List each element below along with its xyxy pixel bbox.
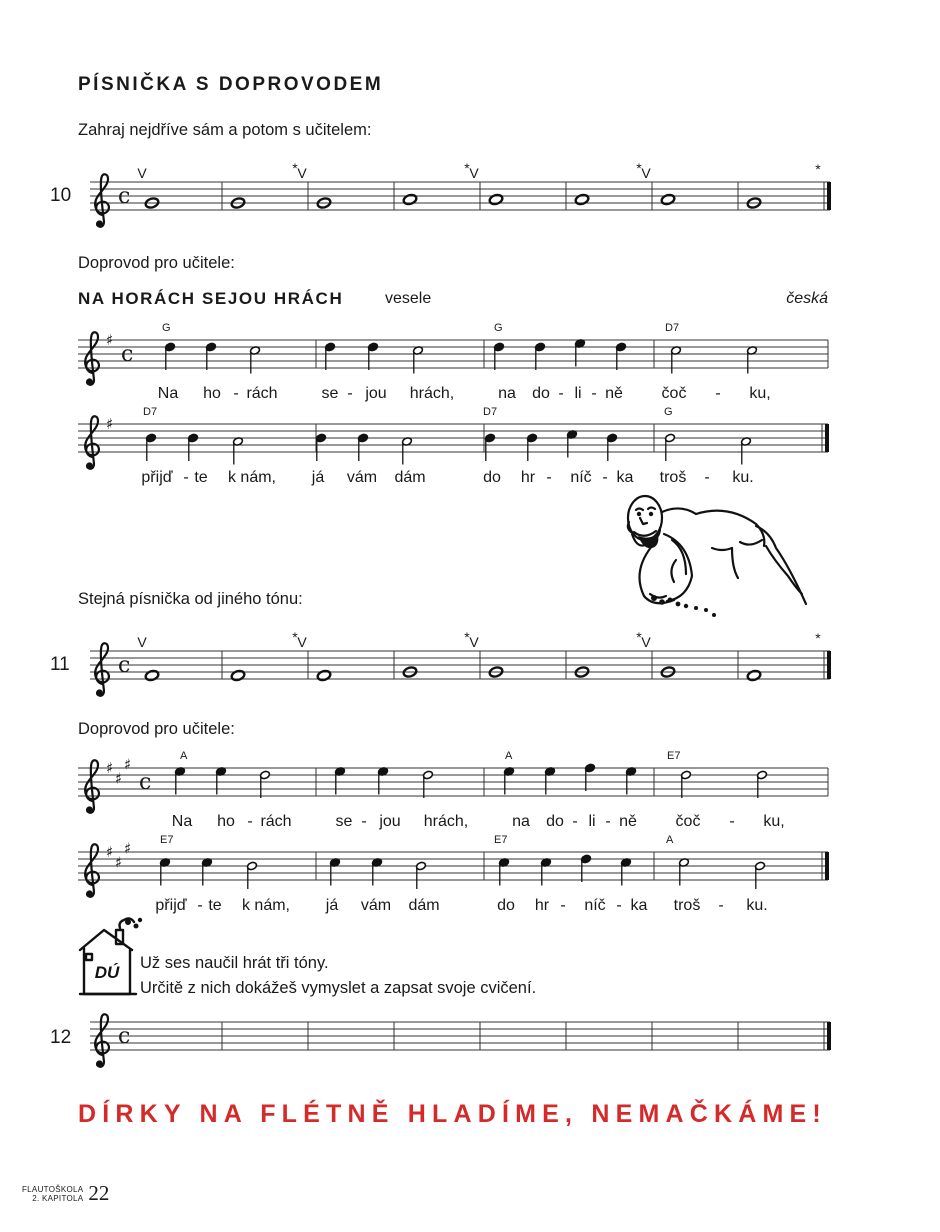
common-time-icon: c [118, 653, 131, 678]
lyric-syllable: - [715, 385, 721, 402]
lyric-syllable: ku. [746, 897, 768, 914]
whole-note [230, 669, 245, 681]
lyric-syllable: Na [157, 385, 179, 402]
flute-slogan: DÍRKY NA FLÉTNĚ HLADÍME, NEMAČKÁME! [78, 1100, 827, 1128]
lyric-syllable: níč [584, 897, 606, 914]
lyric-syllable: já [325, 897, 339, 914]
chord-symbol: G [494, 322, 503, 334]
lyric-syllable: na [512, 813, 530, 830]
song-g-line-1-staff [0, 318, 940, 408]
breath-mark: V [297, 634, 307, 650]
lyric-syllable: - [718, 897, 724, 914]
sharp-icon: ♯ [106, 843, 114, 861]
song-origin: česká [786, 290, 828, 307]
accent-mark: * [815, 630, 821, 646]
breath-mark: V [137, 634, 147, 650]
lyric-syllable: troš [659, 469, 687, 486]
lyric-syllable: - [347, 385, 353, 402]
sower-illustration [612, 490, 827, 625]
accent-mark: * [292, 629, 298, 645]
breath-mark: V [137, 165, 147, 181]
song-a-line-1-staff [0, 746, 940, 836]
breath-mark: V [469, 165, 479, 181]
lyric-syllable: jou [379, 813, 401, 830]
whole-note [574, 193, 589, 205]
lyric-syllable: níč [570, 469, 592, 486]
lyric-syllable: se [321, 385, 339, 402]
footer-chapter: 2. KAPITOLA [32, 1193, 84, 1203]
accent-mark: * [292, 160, 298, 176]
lyric-syllable: do [483, 469, 501, 486]
lyric-syllable: přijď [141, 469, 173, 486]
accent-mark: * [815, 161, 821, 177]
whole-note [660, 193, 675, 205]
chord-symbol: A [505, 750, 513, 762]
accent-mark: * [636, 160, 642, 176]
exercise-number-12: 12 [50, 1027, 72, 1048]
homework-line-1: Už ses naučil hrát tři tóny. [140, 954, 329, 972]
lyric-syllable: hr [534, 897, 550, 914]
sharp-icon: ♯ [106, 415, 114, 433]
exercise-number-11: 11 [50, 654, 70, 675]
lyric-syllable: ka [630, 897, 648, 914]
sharp-icon: ♯ [124, 839, 132, 858]
lyric-syllable: k nám, [227, 469, 277, 486]
instruction-other-tone: Stejná písnička od jiného tónu: [78, 590, 303, 608]
breath-mark: V [641, 634, 651, 650]
accompaniment-label-2: Doprovod pro učitele: [78, 720, 235, 738]
lyric-syllable: li [574, 385, 582, 402]
lyric-syllable: Na [171, 813, 193, 830]
tempo-marking: vesele [385, 290, 432, 307]
lyric-syllable: - [247, 813, 253, 830]
lyric-syllable: do [546, 813, 564, 830]
song-a-line-2-staff [0, 830, 940, 920]
exercise-number-10: 10 [50, 185, 72, 206]
lyric-syllable: ku. [732, 469, 754, 486]
chord-symbol: G [664, 406, 673, 418]
final-barline-thick [827, 651, 831, 679]
lyric-syllable: se [335, 813, 353, 830]
lyric-syllable: ho [203, 385, 221, 402]
accompaniment-label-1: Doprovod pro učitele: [78, 254, 235, 272]
chord-symbol: D7 [483, 406, 498, 418]
chord-symbol: E7 [494, 834, 508, 846]
exercise-12-empty-staff [0, 1000, 940, 1080]
lyric-syllable: - [558, 385, 564, 402]
song-g-line-2-staff [0, 402, 940, 492]
common-time-icon: c [118, 184, 131, 209]
lyric-syllable: já [311, 469, 325, 486]
breath-mark: V [297, 165, 307, 181]
lyric-syllable: do [497, 897, 515, 914]
final-barline-thick [825, 852, 829, 880]
lyric-syllable: hr [520, 469, 536, 486]
exercise-11-staff [0, 629, 940, 709]
lyric-syllable: - [546, 469, 552, 486]
chord-symbol: D7 [143, 406, 158, 418]
sharp-icon: ♯ [115, 769, 123, 788]
whole-note [488, 193, 503, 205]
page-footer [22, 1181, 109, 1206]
whole-note [746, 669, 761, 681]
accent-mark: * [464, 160, 470, 176]
chord-symbol: E7 [667, 750, 681, 762]
lyric-syllable: jou [365, 385, 387, 402]
homework-icon-label: DÚ [94, 963, 120, 982]
lyric-syllable: - [591, 385, 597, 402]
lyric-syllable: dám [394, 469, 426, 486]
lyric-syllable: - [602, 469, 608, 486]
lyric-syllable: li [588, 813, 596, 830]
breath-mark: V [469, 634, 479, 650]
accent-mark: * [464, 629, 470, 645]
chord-symbol: D7 [665, 322, 680, 334]
final-barline-thick [827, 1022, 831, 1050]
instruction-play-first: Zahraj nejdříve sám a potom s učitelem: [78, 121, 372, 139]
common-time-icon: c [121, 342, 134, 367]
common-time-icon: c [139, 770, 152, 795]
chord-symbol: E7 [160, 834, 174, 846]
lyric-syllable: te [208, 897, 222, 914]
lyric-syllable: do [532, 385, 550, 402]
lyric-syllable: - [704, 469, 710, 486]
lyric-syllable: - [729, 813, 735, 830]
whole-note [316, 669, 331, 681]
lyric-syllable: ně [605, 385, 623, 402]
lyric-syllable: vám [360, 897, 392, 914]
chord-symbol: A [666, 834, 674, 846]
lyric-syllable: rách [246, 385, 278, 402]
lyric-syllable: ně [619, 813, 637, 830]
lyric-syllable: - [560, 897, 566, 914]
song-title: NA HORÁCH SEJOU HRÁCH [78, 289, 344, 308]
sharp-icon: ♯ [124, 755, 132, 774]
final-barline-thick [827, 182, 831, 210]
chord-symbol: G [162, 322, 171, 334]
footer-book-title: FLAUTOŠKOLA [22, 1184, 84, 1194]
lyric-syllable: - [605, 813, 611, 830]
lyric-syllable: - [361, 813, 367, 830]
lyric-syllable: ho [217, 813, 235, 830]
common-time-icon: c [118, 1024, 131, 1049]
lyric-syllable: - [233, 385, 239, 402]
lyric-syllable: ku, [763, 813, 785, 830]
breath-mark: V [641, 165, 651, 181]
lyric-syllable: dám [408, 897, 440, 914]
lyric-syllable: na [498, 385, 516, 402]
sharp-icon: ♯ [115, 853, 123, 872]
lyric-syllable: troš [673, 897, 701, 914]
whole-note [402, 193, 417, 205]
lyric-syllable: hrách, [423, 813, 469, 830]
lyric-syllable: ku, [749, 385, 771, 402]
whole-note [144, 669, 159, 681]
sharp-icon: ♯ [106, 759, 114, 777]
lyric-syllable: ka [616, 469, 634, 486]
lyric-syllable: te [194, 469, 208, 486]
lyric-syllable: rách [260, 813, 292, 830]
final-barline-thick [825, 424, 829, 452]
lyric-syllable: - [197, 897, 203, 914]
lyric-syllable: - [572, 813, 578, 830]
lyric-syllable: čoč [661, 385, 687, 402]
lyric-syllable: přijď [155, 897, 187, 914]
exercise-10-staff [0, 160, 940, 240]
page-number: 22 [88, 1181, 110, 1205]
sharp-icon: ♯ [106, 331, 114, 349]
lyric-syllable: - [616, 897, 622, 914]
lyric-syllable: k nám, [241, 897, 291, 914]
homework-line-2: Určitě z nich dokážeš vymyslet a zapsat svoje cvičení. [140, 979, 537, 997]
chord-symbol: A [180, 750, 188, 762]
lyric-syllable: - [183, 469, 189, 486]
lyric-syllable: hrách, [409, 385, 455, 402]
accent-mark: * [636, 629, 642, 645]
page-heading: PÍSNIČKA S DOPROVODEM [78, 74, 384, 95]
lyric-syllable: čoč [675, 813, 701, 830]
lyric-syllable: vám [346, 469, 378, 486]
